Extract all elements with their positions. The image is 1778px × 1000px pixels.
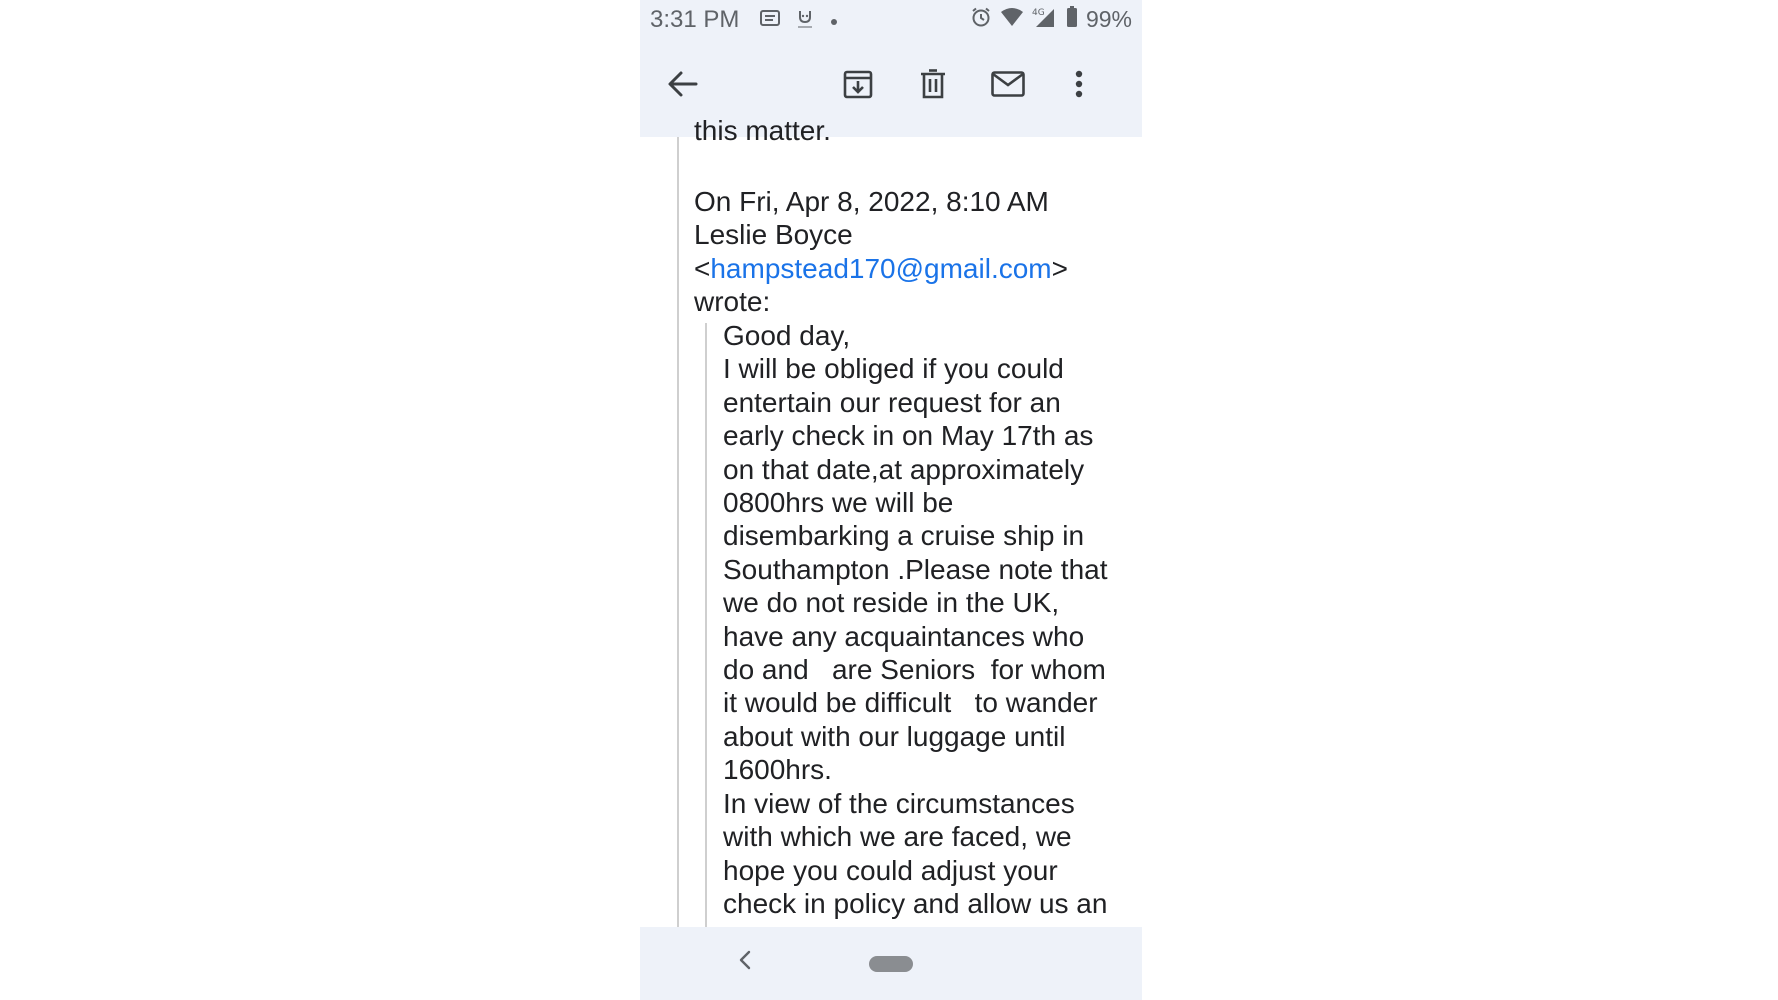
alarm-icon [970,6,992,33]
quoted-line: In view of the circumstances [723,787,1075,819]
quoted-message [723,319,1135,920]
dot-icon [830,13,838,31]
quoted-line: entertain our request for an [723,386,1061,418]
quoted-line: it would be difficult to wander [723,687,1098,719]
nav-back-icon [738,950,752,975]
more-vert-icon [1075,70,1083,103]
email-body[interactable] [640,115,1142,927]
archive-icon [843,69,873,104]
delete-button[interactable] [913,66,953,106]
more-options-button[interactable] [1059,66,1099,106]
home-pill[interactable] [869,956,913,972]
quoted-line: with which we are faced, we [723,821,1072,853]
quote-bar-outer [677,137,679,927]
attribution-date: On Fri, Apr 8, 2022, 8:10 AM [694,186,1049,217]
status-time: 3:31 PM [650,6,740,33]
phone-screen [640,0,1142,1000]
quoted-line: hope you could adjust your [723,854,1058,886]
quote-bar-inner [705,323,707,933]
wifi-icon [1000,7,1024,32]
archive-button[interactable] [838,66,878,106]
status-bar [640,0,1142,38]
message-icon [760,10,780,33]
quoted-line: early check in on May 17th as [723,420,1094,452]
quoted-line: I will be obliged if you could [723,353,1064,385]
email-bracket-close: > [1051,252,1068,284]
mark-unread-button[interactable] [988,66,1028,106]
quoted-line: check in policy and allow us an [723,887,1108,919]
attribution-wrote: wrote: [694,286,771,318]
quoted-line: on that date,at approximately [723,453,1085,485]
quoted-line: about with our luggage until [723,720,1066,752]
quoted-line: do and are Seniors for whom [723,654,1106,686]
quoted-line: disembarking a cruise ship in [723,520,1085,552]
quoted-line: Southampton .Please note that [723,553,1108,585]
status-system-icons [970,6,1132,33]
quoted-line: 0800hrs we will be [723,487,954,519]
quoted-line: have any acquaintances who [723,620,1085,652]
system-nav-bar [640,927,1142,1000]
battery-icon [1066,6,1078,33]
mark-unread-icon [991,71,1025,102]
notification-app-icon [794,8,816,35]
reply-attribution [694,185,1114,319]
quoted-line: 1600hrs. [723,754,832,786]
network-type-label: 4G [1031,8,1045,18]
attribution-sender: Leslie Boyce [694,219,853,251]
delete-icon [920,69,946,104]
battery-percent: 99% [1085,6,1132,32]
sender-email-link[interactable]: hampstead170@gmail.com [710,252,1052,284]
back-arrow-icon [668,71,698,102]
signal-icon [1032,6,1058,33]
back-button[interactable] [663,66,703,106]
status-notification-icons [760,8,838,35]
cutoff-text: this matter. [694,115,831,146]
nav-back-button[interactable] [730,947,760,977]
attribution-email-line [694,252,1114,285]
email-bracket-open: < [694,252,711,284]
quoted-line: Good day, [723,320,851,351]
quoted-line: we do not reside in the UK, [723,587,1060,619]
